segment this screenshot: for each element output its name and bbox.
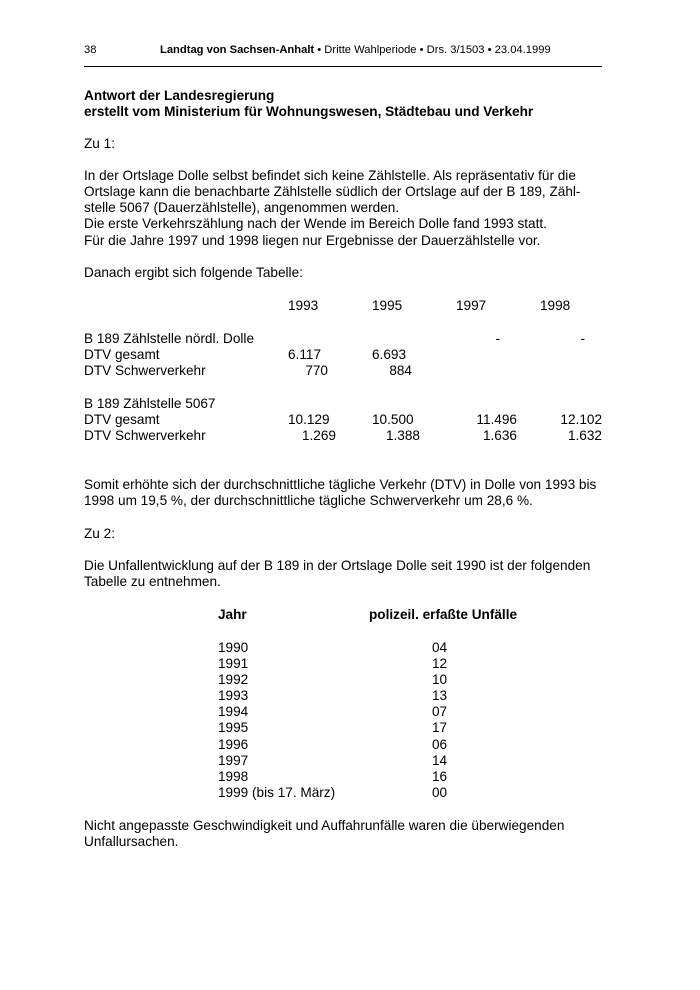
traffic-cell: 1.269	[301, 428, 336, 443]
page-number: 38	[84, 44, 97, 56]
accident-year: 1997	[218, 753, 249, 768]
section2-intro-line: Tabelle zu entnehmen.	[84, 574, 221, 589]
header-date: 23.04.1999	[494, 44, 551, 56]
accident-count: 04	[432, 640, 448, 655]
traffic-cell: 770	[305, 363, 328, 378]
header-separator: •	[487, 44, 492, 56]
accident-count: 06	[432, 737, 448, 752]
conclusion-line: 1998 um 19,5 %, der durchschnittliche tägliche Schwerverkehr um 28,6 %.	[84, 493, 533, 508]
traffic-cell: 884	[389, 363, 412, 378]
traffic-row-label: DTV Schwerverkehr	[84, 363, 206, 378]
section2-intro-line: Die Unfallentwicklung auf der B 189 in der Ortslage Dolle seit 1990 ist der folgenden	[84, 558, 591, 573]
header-separator: •	[419, 44, 424, 56]
closing-line: Unfallursachen.	[84, 834, 179, 849]
title-line-2: erstellt vom Ministerium für Wohnungswesen, Städtebau und Verkehr	[84, 104, 534, 119]
section1-para-line: Ortslage kann die benachbarte Zählstelle südlich der Ortslage auf der B 189, Zähl-	[84, 184, 581, 199]
traffic-cell: 1.632	[567, 428, 602, 443]
accident-year: 1992	[218, 672, 249, 687]
traffic-cell: 6.117	[288, 347, 322, 362]
traffic-year-header: 1995	[372, 298, 403, 313]
header-separator: •	[317, 44, 322, 56]
traffic-group-label: B 189 Zählstelle 5067	[84, 396, 216, 411]
accident-count: 14	[432, 753, 448, 768]
traffic-cell: 12.102	[560, 412, 602, 427]
conclusion-line: Somit erhöhte sich der durchschnittliche tägliche Verkehr (DTV) in Dolle von 1993 bis	[84, 477, 597, 492]
accident-year: 1996	[218, 737, 249, 752]
accident-year: 1994	[218, 704, 249, 719]
traffic-year-header: 1998	[540, 298, 571, 313]
traffic-cell: 1.636	[482, 428, 517, 443]
accident-count: 10	[432, 672, 448, 687]
section1-heading: Zu 1:	[84, 136, 115, 151]
traffic-cell: 10.129	[288, 412, 330, 427]
accident-year: 1995	[218, 720, 249, 735]
traffic-row-label: DTV gesamt	[84, 347, 160, 362]
header-period: Dritte Wahlperiode	[324, 44, 417, 56]
accident-count: 07	[432, 704, 448, 719]
header-document: Drs. 3/1503	[426, 44, 485, 56]
section1-para-line: In der Ortslage Dolle selbst befindet sich keine Zählstelle. Als repräsentativ für die	[84, 168, 576, 183]
traffic-cell: -	[580, 331, 585, 346]
section1-para-line: Für die Jahre 1997 und 1998 liegen nur Ergebnisse der Dauerzählstelle vor.	[84, 233, 541, 248]
section1-para-line: Die erste Verkehrszählung nach der Wende im Bereich Dolle fand 1993 statt.	[84, 216, 547, 231]
accident-year: 1999 (bis 17. März)	[218, 785, 336, 800]
accident-count: 00	[432, 785, 448, 800]
traffic-year-header: 1993	[288, 298, 319, 313]
traffic-cell: -	[495, 331, 500, 346]
traffic-cell: 10.500	[372, 412, 414, 427]
section2-heading: Zu 2:	[84, 526, 115, 541]
closing-line: Nicht angepasste Geschwindigkeit und Auffahrunfälle waren die überwiegenden	[84, 818, 565, 833]
accident-count: 12	[432, 656, 448, 671]
accident-year: 1990	[218, 640, 249, 655]
accident-count: 13	[432, 688, 448, 703]
accident-year: 1993	[218, 688, 249, 703]
accident-col-count: polizeil. erfaßte Unfälle	[369, 607, 518, 622]
table-intro: Danach ergibt sich folgende Tabelle:	[84, 265, 303, 280]
accident-count: 16	[432, 769, 448, 784]
traffic-cell: 11.496	[476, 412, 517, 427]
accident-year: 1998	[218, 769, 249, 784]
header-publisher: Landtag von Sachsen-Anhalt	[160, 44, 315, 56]
title-line-1: Antwort der Landesregierung	[84, 88, 275, 103]
traffic-year-header: 1997	[456, 298, 487, 313]
accident-year: 1991	[218, 656, 249, 671]
section1-para-line: stelle 5067 (Dauerzählstelle), angenommen werden.	[84, 200, 400, 215]
header-rule	[84, 66, 602, 67]
accident-col-year: Jahr	[218, 607, 247, 622]
traffic-row-label: DTV gesamt	[84, 412, 160, 427]
traffic-row-label: DTV Schwerverkehr	[84, 428, 206, 443]
accident-count: 17	[432, 720, 448, 735]
traffic-cell: 6.693	[372, 347, 407, 362]
traffic-cell: 1.388	[385, 428, 420, 443]
running-header	[160, 42, 551, 58]
traffic-group-label: B 189 Zählstelle nördl. Dolle	[84, 331, 255, 346]
